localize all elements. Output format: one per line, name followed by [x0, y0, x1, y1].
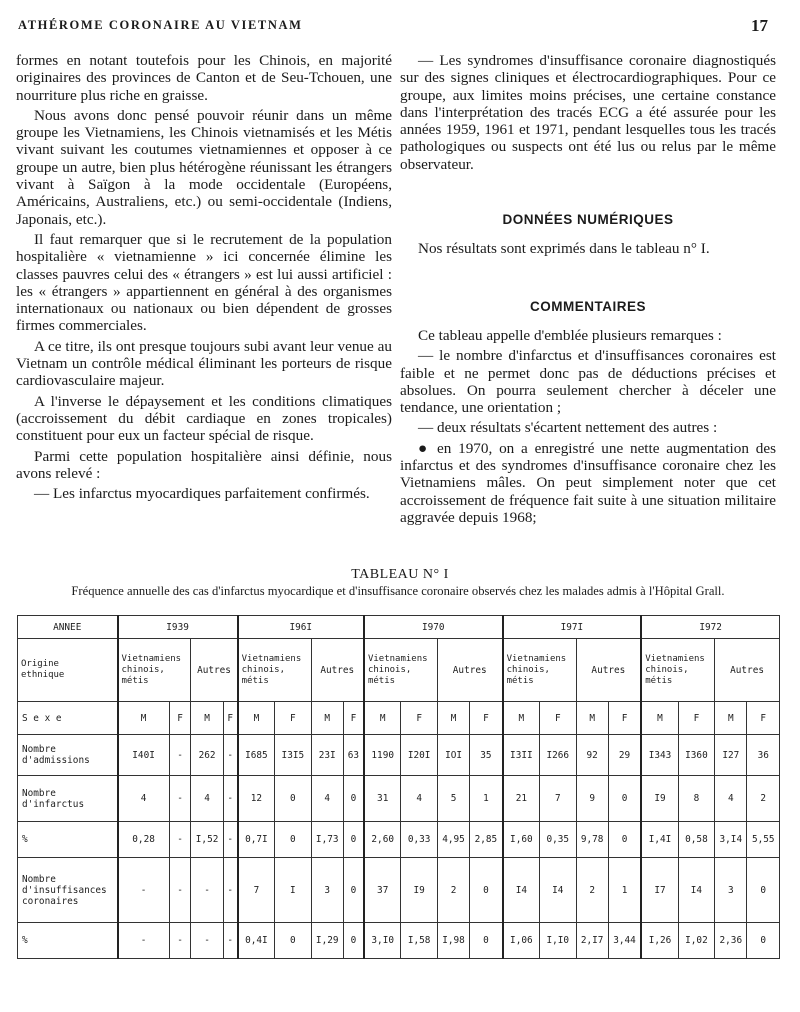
table-caption: Fréquence annuelle des cas d'infarctus myocardique et d'insuffisance coronaire observés chez les malades admis à l'Hôpital Grall.: [71, 584, 725, 598]
sexe-cell: F: [401, 702, 437, 735]
row-label: %: [18, 822, 118, 858]
sexe-cell: M: [238, 702, 275, 735]
value-cell: -: [223, 735, 237, 776]
table-row: [18, 735, 780, 776]
year-cell: I972: [641, 616, 779, 639]
table-row: [18, 702, 780, 735]
value-cell: I360: [678, 735, 714, 776]
value-cell: 0: [343, 858, 364, 923]
table-row: [18, 822, 780, 858]
value-cell: 3,I4: [715, 822, 747, 858]
group-autres-cell: Autres: [715, 639, 780, 702]
value-cell: 0: [275, 822, 311, 858]
value-cell: 35: [470, 735, 503, 776]
value-cell: I,I0: [540, 923, 576, 959]
value-cell: 2: [437, 858, 469, 923]
value-cell: 2,85: [470, 822, 503, 858]
left-column: [16, 52, 392, 505]
value-cell: I266: [540, 735, 576, 776]
value-cell: I9: [401, 858, 437, 923]
value-cell: -: [169, 776, 191, 822]
value-cell: 0: [608, 776, 641, 822]
paragraph: Nos résultats sont exprimés dans le tableau n° I.: [418, 240, 710, 258]
value-cell: 4: [311, 776, 343, 822]
value-cell: 37: [364, 858, 401, 923]
value-cell: IOI: [437, 735, 469, 776]
value-cell: 2,36: [715, 923, 747, 959]
value-cell: I,29: [311, 923, 343, 959]
value-cell: I9: [641, 776, 678, 822]
value-cell: I: [275, 858, 311, 923]
value-cell: 4,95: [437, 822, 469, 858]
group-autres-cell: Autres: [191, 639, 238, 702]
value-cell: 7: [540, 776, 576, 822]
value-cell: I,02: [678, 923, 714, 959]
value-cell: 0: [470, 923, 503, 959]
value-cell: 262: [191, 735, 223, 776]
sexe-cell: F: [169, 702, 191, 735]
value-cell: 0: [343, 822, 364, 858]
value-cell: 1: [608, 858, 641, 923]
value-cell: 29: [608, 735, 641, 776]
value-cell: -: [223, 776, 237, 822]
value-cell: 12: [238, 776, 275, 822]
bullet-item: ● en 1970, on a enregistré une nette augmentation des infarctus et des syndromes d'insuffisance coronaire chez les Vietnamiens mâles. On peut simplement noter que cet accroissement de fréquence fait suite à une situation militaire aggravée depuis 1968;: [400, 439, 776, 526]
value-cell: 3,44: [608, 923, 641, 959]
value-cell: I3II: [503, 735, 540, 776]
list-item: — deux résultats s'écartent nettement des autres :: [418, 419, 718, 437]
sexe-cell: F: [678, 702, 714, 735]
sexe-cell: M: [503, 702, 540, 735]
table-row: [18, 858, 780, 923]
value-cell: 36: [747, 735, 780, 776]
table-row: [18, 776, 780, 822]
paragraph: A ce titre, ils ont presque toujours subi avant leur venue au Vietnam un contrôle médical éliminant les porteurs de risque cardiovasculaire majeur.: [16, 337, 392, 390]
sexe-cell: F: [540, 702, 576, 735]
group-vietnamiens-cell: Vietnamiens chinois, métis: [238, 639, 311, 702]
value-cell: 4: [715, 776, 747, 822]
table-row: [18, 616, 780, 639]
page-number: 17: [751, 16, 768, 35]
row-label: Nombre d'insuffisances coronaires: [18, 858, 118, 923]
value-cell: I343: [641, 735, 678, 776]
value-cell: -: [169, 735, 191, 776]
value-cell: 2,I7: [576, 923, 608, 959]
value-cell: 0,28: [118, 822, 170, 858]
value-cell: 9,78: [576, 822, 608, 858]
value-cell: 0: [275, 776, 311, 822]
value-cell: I7: [641, 858, 678, 923]
year-cell: I970: [364, 616, 503, 639]
sexe-cell: F: [747, 702, 780, 735]
group-vietnamiens-cell: Vietnamiens chinois, métis: [641, 639, 714, 702]
group-vietnamiens-cell: Vietnamiens chinois, métis: [503, 639, 576, 702]
value-cell: -: [169, 858, 191, 923]
value-cell: 63: [343, 735, 364, 776]
sexe-cell: F: [470, 702, 503, 735]
group-vietnamiens-cell: Vietnamiens chinois, métis: [118, 639, 191, 702]
year-cell: I96I: [238, 616, 364, 639]
paragraph: Ce tableau appelle d'emblée plusieurs remarques :: [418, 326, 722, 344]
row-label: Nombre d'admissions: [18, 735, 118, 776]
paragraph: Il faut remarquer que si le recrutement de la population hospitalière « vietnamienne » ici concernée élimine les classes pauvres celui des « étrangers » est lui aussi artificiel : les « étrangers » appartiennent en général à des organismes internationaux ou nationaux ou bien dépendent de grosses firmes commerciales.: [16, 230, 392, 335]
data-table: [17, 615, 780, 959]
value-cell: 9: [576, 776, 608, 822]
section-heading-commentaires: COMMENTAIRES: [530, 298, 646, 314]
value-cell: 5,55: [747, 822, 780, 858]
sexe-cell: M: [641, 702, 678, 735]
running-head: ATHÉROME CORONAIRE AU VIETNAM: [18, 18, 303, 32]
sexe-header: S e x e: [18, 702, 118, 735]
value-cell: I27: [715, 735, 747, 776]
value-cell: 0: [343, 923, 364, 959]
value-cell: 2,60: [364, 822, 401, 858]
right-column: [400, 52, 776, 529]
year-cell: I97I: [503, 616, 642, 639]
value-cell: I685: [238, 735, 275, 776]
section-heading-donnees: DONNÉES NUMÉRIQUES: [502, 212, 674, 228]
group-autres-cell: Autres: [576, 639, 641, 702]
table-title: TABLEAU N° I: [351, 567, 449, 582]
value-cell: 7: [238, 858, 275, 923]
group-autres-cell: Autres: [311, 639, 364, 702]
value-cell: I,26: [641, 923, 678, 959]
value-cell: 92: [576, 735, 608, 776]
origin-header: Origine ethnique: [18, 639, 118, 702]
value-cell: 3: [715, 858, 747, 923]
value-cell: -: [223, 822, 237, 858]
value-cell: -: [118, 858, 170, 923]
sexe-cell: M: [576, 702, 608, 735]
value-cell: I,60: [503, 822, 540, 858]
value-cell: 0,58: [678, 822, 714, 858]
sexe-cell: F: [275, 702, 311, 735]
row-label: %: [18, 923, 118, 959]
sexe-cell: M: [311, 702, 343, 735]
value-cell: -: [223, 923, 237, 959]
value-cell: -: [191, 923, 223, 959]
value-cell: 0: [470, 858, 503, 923]
value-cell: 0,33: [401, 822, 437, 858]
value-cell: 8: [678, 776, 714, 822]
value-cell: 0,35: [540, 822, 576, 858]
value-cell: I,73: [311, 822, 343, 858]
value-cell: I,4I: [641, 822, 678, 858]
value-cell: -: [169, 923, 191, 959]
value-cell: 2: [747, 776, 780, 822]
value-cell: I,06: [503, 923, 540, 959]
group-autres-cell: Autres: [437, 639, 502, 702]
value-cell: 0,7I: [238, 822, 275, 858]
sexe-cell: M: [715, 702, 747, 735]
value-cell: 3: [311, 858, 343, 923]
value-cell: 4: [401, 776, 437, 822]
value-cell: 0: [747, 858, 780, 923]
value-cell: 0: [747, 923, 780, 959]
list-item: — le nombre d'infarctus et d'insuffisances coronaires est faible et ne permet donc pas de déductions précises et absolues. On pourra seulement chercher à déceler une tendance, une orientation ;: [400, 347, 776, 417]
value-cell: 4: [191, 776, 223, 822]
sexe-cell: M: [191, 702, 223, 735]
value-cell: 0,4I: [238, 923, 275, 959]
value-cell: I20I: [401, 735, 437, 776]
year-cell: I939: [118, 616, 238, 639]
group-vietnamiens-cell: Vietnamiens chinois, métis: [364, 639, 437, 702]
year-header: ANNEE: [18, 616, 118, 639]
value-cell: I40I: [118, 735, 170, 776]
value-cell: -: [118, 923, 170, 959]
value-cell: 0: [343, 776, 364, 822]
sexe-cell: F: [343, 702, 364, 735]
table-row: [18, 923, 780, 959]
value-cell: 5: [437, 776, 469, 822]
paragraph: A l'inverse le dépaysement et les conditions climatiques (accroissement du débit cardiaque en zones tropicales) constituent pour eux un facteur spécial de risque.: [16, 392, 392, 445]
value-cell: -: [191, 858, 223, 923]
value-cell: I4: [503, 858, 540, 923]
sexe-cell: M: [364, 702, 401, 735]
value-cell: -: [223, 858, 237, 923]
value-cell: I3I5: [275, 735, 311, 776]
row-label: Nombre d'infarctus: [18, 776, 118, 822]
value-cell: 31: [364, 776, 401, 822]
paragraph: Parmi cette population hospitalière ainsi définie, nous avons relevé :: [16, 447, 392, 482]
value-cell: 1190: [364, 735, 401, 776]
value-cell: 0: [608, 822, 641, 858]
value-cell: I,52: [191, 822, 223, 858]
sexe-cell: F: [223, 702, 237, 735]
paragraph: Nous avons donc pensé pouvoir réunir dans un même groupe les Vietnamiens, les Chinois vietnamisés et les Métis vivant suivant les coutumes vietnamiennes et opposer à ce groupe un autre, bien plus hétérogène réunissant les étrangers vivant à Saïgon à la mode occidentale (Européens, Américains, Australiens, etc.) ou semi-occidentale (Indiens, Japonais, etc.).: [16, 106, 392, 228]
paragraph: — Les infarctus myocardiques parfaitement confirmés.: [34, 485, 370, 503]
value-cell: 0: [275, 923, 311, 959]
value-cell: I,58: [401, 923, 437, 959]
sexe-cell: M: [118, 702, 170, 735]
sexe-cell: M: [437, 702, 469, 735]
value-cell: 1: [470, 776, 503, 822]
value-cell: -: [169, 822, 191, 858]
value-cell: 4: [118, 776, 170, 822]
sexe-cell: F: [608, 702, 641, 735]
value-cell: 3,I0: [364, 923, 401, 959]
value-cell: I4: [540, 858, 576, 923]
value-cell: I4: [678, 858, 714, 923]
value-cell: 21: [503, 776, 540, 822]
value-cell: 2: [576, 858, 608, 923]
paragraph: — Les syndromes d'insuffisance coronaire diagnostiqués sur des signes cliniques et électrocardiographiques. Pour ce groupe, aux limites moins précises, une certaine constance dans l'interprétation des tracés ECG a été assurée pour les années 1959, 1961 et 1971, pendant lesquelles tous les tracés pathologiques ou suspects ont été lus ou relus par le même observateur.: [400, 52, 776, 173]
table-row: [18, 639, 780, 702]
paragraph: formes en notant toutefois pour les Chinois, en majorité originaires des provinces de Canton et de Seu-Tchouen, une nourriture plus riche en graisse.: [16, 52, 392, 104]
value-cell: I,98: [437, 923, 469, 959]
value-cell: 23I: [311, 735, 343, 776]
